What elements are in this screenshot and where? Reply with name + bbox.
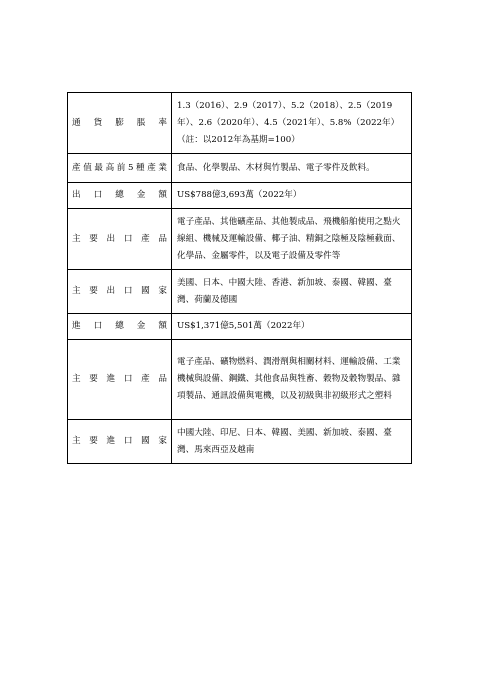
table-row [68, 270, 412, 314]
row-value-main-export-countries: 美國、日本、中國大陸、香港、新加坡、泰國、韓國、臺灣、荷蘭及德國 [172, 270, 412, 314]
row-value-inflation-rate: 1.3（2016）、2.9（2017）、5.2（2018）、2.5（2019年）、2.6（2020年）、4.5（2021年）、5.8%（2022年）（註：以2012年為基期=100） [172, 93, 412, 154]
table-row [68, 314, 412, 340]
table-row [68, 154, 412, 183]
row-label-main-import-countries: 主 要 進 口 國 家 [68, 420, 172, 464]
row-label-export-total: 出 口 總 金 額 [68, 183, 172, 209]
table-row [68, 340, 412, 420]
row-label-main-export-countries: 主 要 出 口 國 家 [68, 270, 172, 314]
row-value-top-industries: 食品、化學製品、木材與竹製品、電子零件及飲料。 [172, 154, 412, 183]
row-value-import-total: US$1,371億5,501萬（2022年） [172, 314, 412, 340]
table-row [68, 183, 412, 209]
table-row [68, 93, 412, 154]
row-label-top-industries: 產值最高前5種產業 [68, 154, 172, 183]
row-value-main-import-products: 電子產品、礦物燃料、潤滑劑與相關材料、運輸設備、工業機械與設備、鋼鐵、其他食品與牲畜、穀物及穀物製品、雜項製品、通訊設備與電機，以及初級與非初級形式之塑料 [172, 340, 412, 420]
row-value-export-total: US$788億3,693萬（2022年） [172, 183, 412, 209]
table-row [68, 209, 412, 270]
table-row [68, 420, 412, 464]
row-label-import-total: 進 口 總 金 額 [68, 314, 172, 340]
row-label-main-export-products: 主 要 出 口 產 品 [68, 209, 172, 270]
row-label-main-import-products: 主 要 進 口 產 品 [68, 340, 172, 420]
row-label-inflation-rate: 通 貨 膨 脹 率 [68, 93, 172, 154]
economic-info-table [67, 92, 412, 464]
row-value-main-import-countries: 中國大陸、印尼、日本、韓國、美國、新加坡、泰國、臺灣、馬來西亞及越南 [172, 420, 412, 464]
row-value-main-export-products: 電子產品、其他礦產品、其他製成品、飛機船舶使用之點火線組、機械及運輸設備、椰子油、精銅之陰極及陰極截面、化學品、金屬零件，以及電子設備及零件等 [172, 209, 412, 270]
